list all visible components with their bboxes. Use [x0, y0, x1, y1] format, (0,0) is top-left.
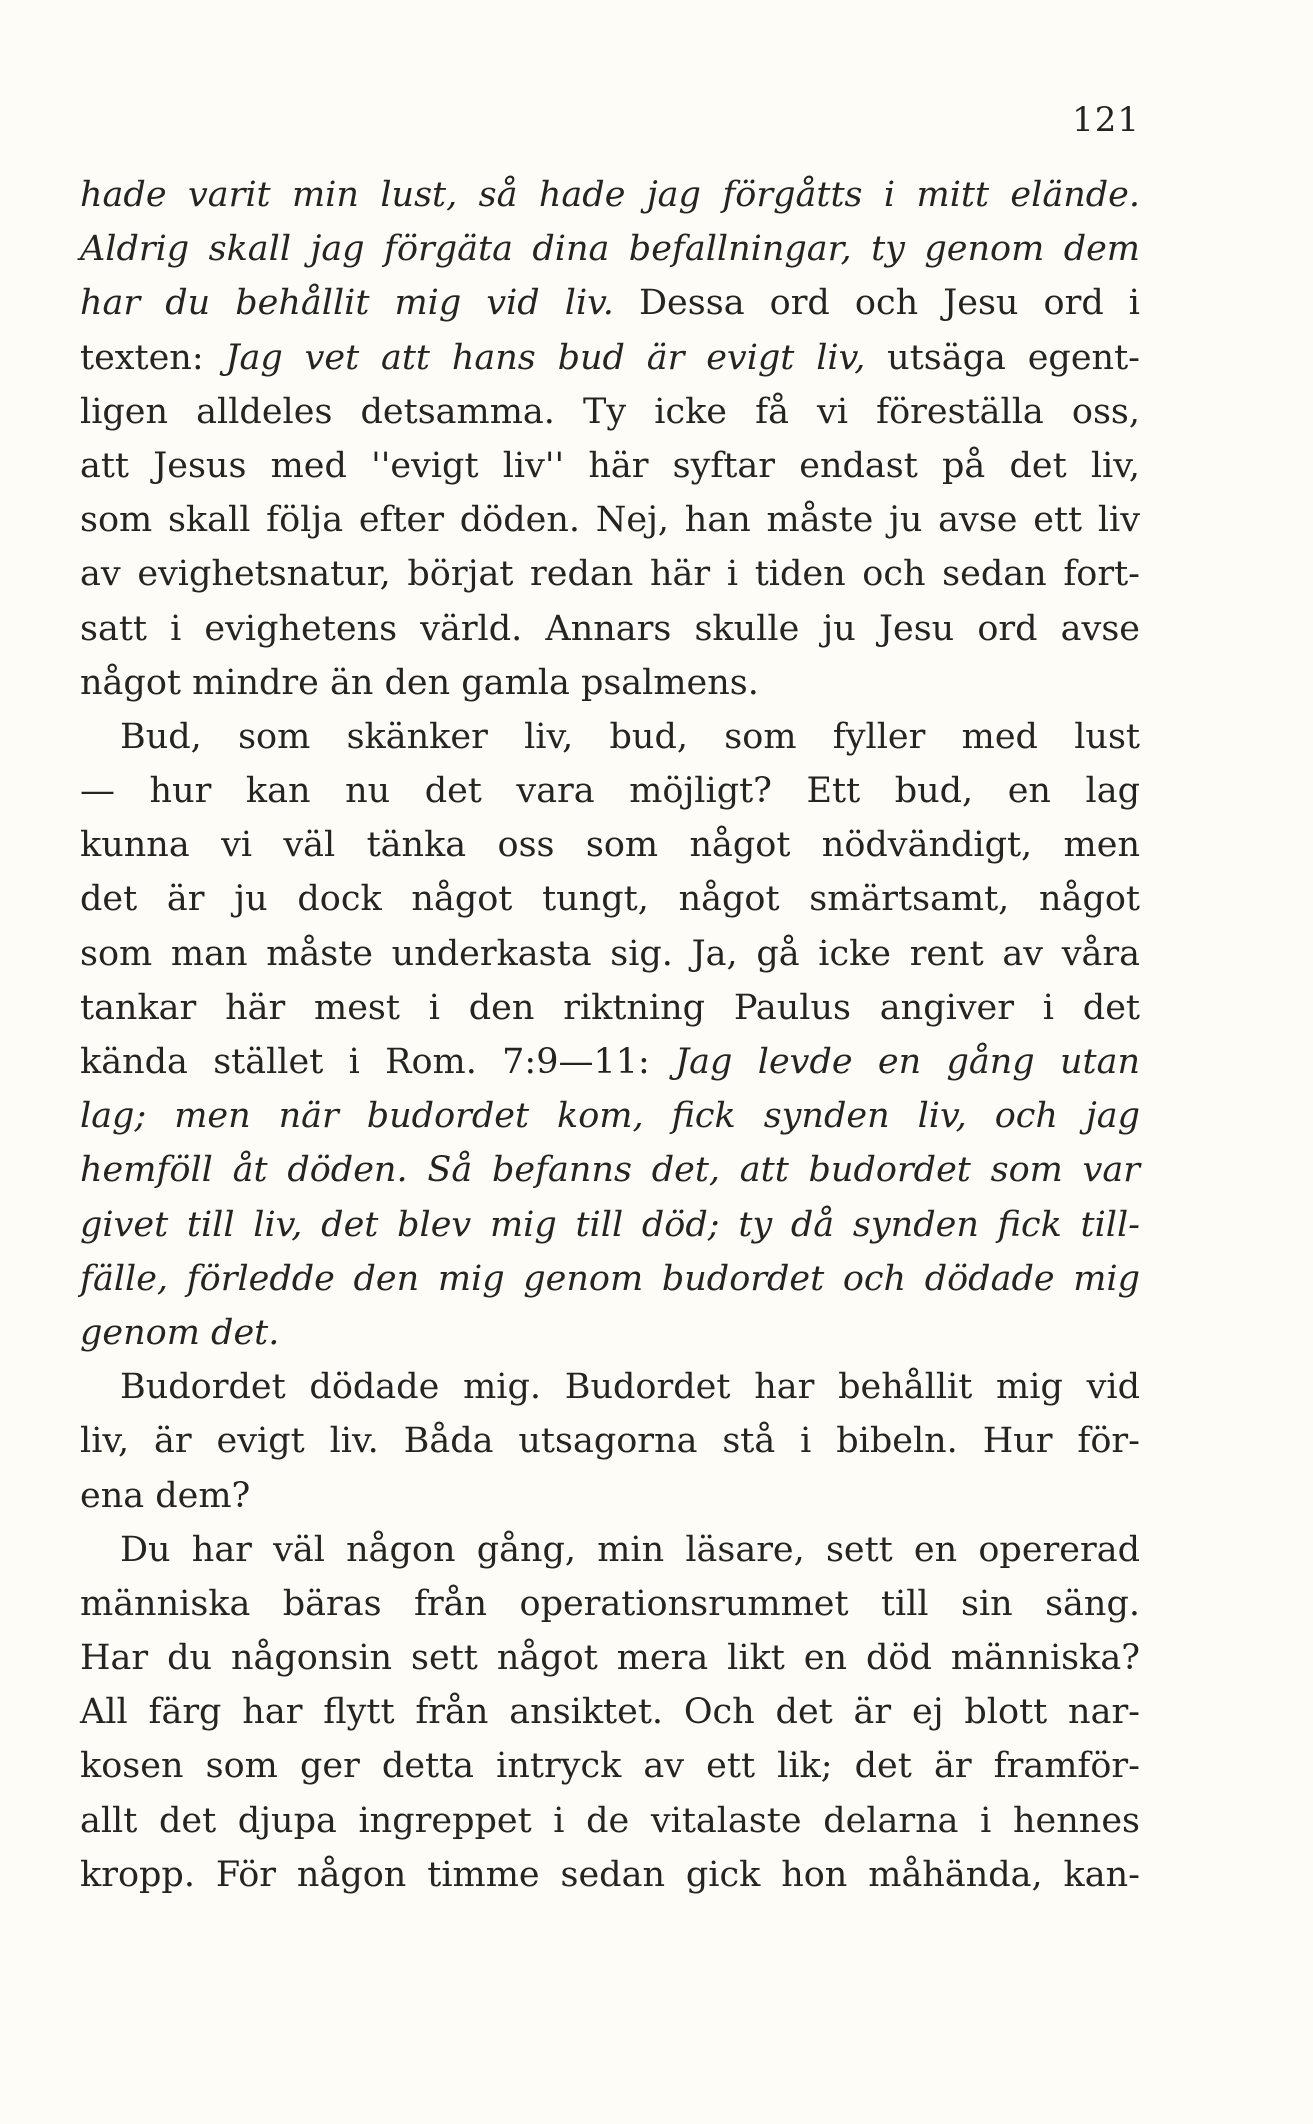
text-line — [80, 1198, 1140, 1252]
text-segment: tankar här mest i den riktning Paulus angiver i det — [80, 987, 1140, 1028]
text-line — [80, 493, 1140, 547]
text-line — [80, 1523, 1140, 1577]
text-segment: ena dem? — [80, 1475, 251, 1516]
text-line — [80, 1469, 1140, 1523]
text-line — [80, 710, 1140, 764]
text-segment: texten: — [80, 337, 226, 378]
text-line — [80, 385, 1140, 439]
text-line — [80, 1794, 1140, 1848]
text-line — [80, 276, 1140, 330]
text-segment: av evighetsnatur, börjat redan här i tiden och sedan fort- — [80, 554, 1140, 595]
text-segment: kosen som ger detta intryck av ett lik; det är framför- — [80, 1746, 1140, 1787]
italic-text-segment: lag; men när budordet kom, fick synden liv, och jag — [80, 1096, 1140, 1137]
italic-text-segment: genom det. — [80, 1312, 280, 1353]
text-line — [80, 547, 1140, 601]
body-text — [80, 168, 1140, 1902]
text-line — [80, 818, 1140, 872]
text-line — [80, 331, 1140, 385]
text-line — [80, 1089, 1140, 1143]
italic-text-segment: givet till liv, det blev mig till död; ty då synden fick till- — [80, 1204, 1140, 1245]
text-line — [80, 222, 1140, 276]
text-line — [80, 1739, 1140, 1793]
text-line — [80, 1306, 1140, 1360]
text-line — [80, 1414, 1140, 1468]
text-line — [80, 1577, 1140, 1631]
text-line — [80, 927, 1140, 981]
text-line — [80, 981, 1140, 1035]
text-line — [80, 872, 1140, 926]
text-line — [80, 439, 1140, 493]
text-segment: kropp. För någon timme sedan gick hon måhända, kan- — [80, 1854, 1140, 1895]
text-segment: något mindre än den gamla psalmens. — [80, 662, 759, 703]
text-line — [80, 1848, 1140, 1902]
text-segment: All färg har flytt från ansiktet. Och det är ej blott nar- — [80, 1692, 1140, 1733]
italic-text-segment: hemföll åt döden. Så befanns det, att budordet som var — [80, 1150, 1140, 1191]
text-segment: kända stället i Rom. 7:9—11: — [80, 1042, 676, 1082]
text-line — [80, 1360, 1140, 1414]
text-line — [80, 1035, 1140, 1089]
italic-text-segment: Aldrig skall jag förgäta dina befallningar, ty genom dem — [80, 229, 1140, 270]
text-segment: allt det djupa ingreppet i de vitalaste delarna i hennes — [80, 1800, 1140, 1841]
text-segment: att Jesus med ''evigt liv'' här syftar endast på det liv, — [80, 445, 1140, 486]
text-segment: Har du någonsin sett något mera likt en död människa? — [80, 1638, 1140, 1679]
text-segment: liv, är evigt liv. Båda utsagorna stå i bibeln. Hur för- — [80, 1421, 1140, 1462]
text-segment: som man måste underkasta sig. Ja, gå icke rent av våra — [80, 933, 1140, 974]
text-line — [80, 764, 1140, 818]
text-segment: ligen alldeles detsamma. Ty icke få vi föreställa oss, — [80, 391, 1140, 432]
text-segment: kunna vi väl tänka oss som något nödvändigt, men — [80, 825, 1140, 866]
text-segment: Bud, som skänker liv, bud, som fyller med lust — [120, 716, 1140, 757]
page-number: 121 — [1072, 100, 1140, 140]
text-line — [80, 168, 1140, 222]
text-segment: det är ju dock något tungt, något smärtsamt, något — [80, 879, 1140, 920]
text-segment: Dessa ord och Jesu ord i — [613, 283, 1140, 324]
italic-text-segment: har du behållit mig vid liv. — [80, 283, 614, 324]
text-segment: Budordet dödade mig. Budordet har behållit mig vid — [120, 1367, 1140, 1408]
text-segment: utsäga egent- — [865, 337, 1140, 378]
text-line — [80, 602, 1140, 656]
italic-text-segment: hade varit min lust, så hade jag förgåtts i mitt elände. — [80, 175, 1140, 215]
text-segment: Du har väl någon gång, min läsare, sett en opererad — [120, 1529, 1140, 1570]
text-segment: som skall följa efter döden. Nej, han måste ju avse ett liv — [80, 500, 1140, 541]
text-line — [80, 1252, 1140, 1306]
text-line — [80, 656, 1140, 710]
text-line — [80, 1685, 1140, 1739]
text-segment: människa bäras från operationsrummet till sin säng. — [80, 1583, 1140, 1624]
italic-text-segment: Jag levde en gång utan — [675, 1042, 1140, 1082]
italic-text-segment: Jag vet att hans bud är evigt liv, — [225, 337, 866, 378]
text-segment: — hur kan nu det vara möjligt? Ett bud, en lag — [80, 771, 1140, 812]
italic-text-segment: fälle, förledde den mig genom budordet och dödade mig — [80, 1258, 1140, 1299]
text-line — [80, 1143, 1140, 1197]
text-segment: satt i evighetens värld. Annars skulle ju Jesu ord avse — [80, 608, 1140, 649]
text-line — [80, 1631, 1140, 1685]
